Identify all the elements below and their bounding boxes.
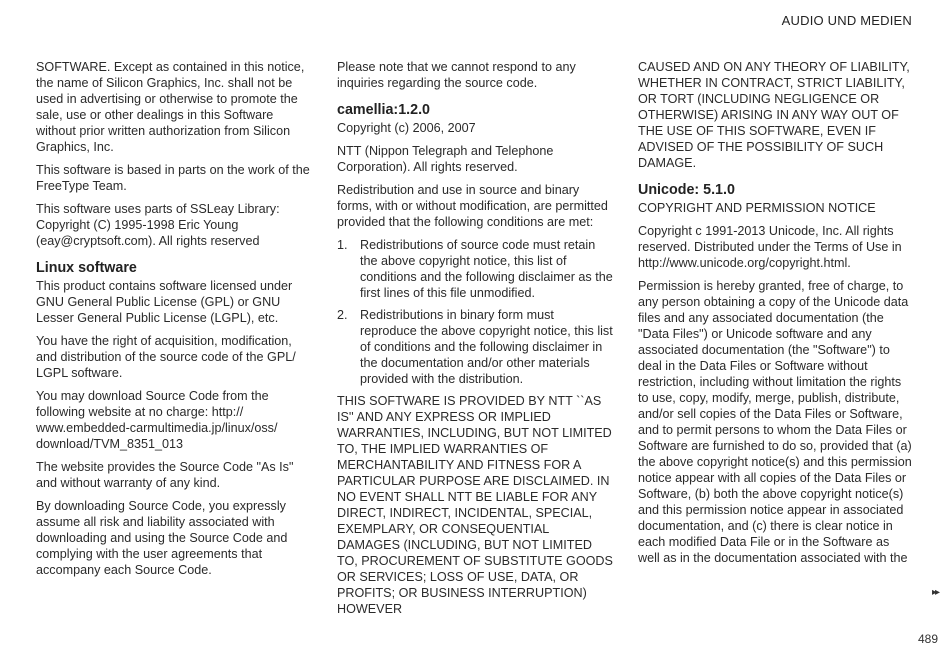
- paragraph: Permission is hereby granted, free of charge, to any person obtaining a copy of the Unicode data files and any associated documentation (the "Data Files") or Unicode software and any associated documentation (the "Software") to deal in the Data Files or Software without restriction, including without limitation the rights to use, copy, modify, merge, publish, distribute, and/or sell copies of the Data Files or Software, and to permit persons to whom the Data Files or Software are furnished to do so, provided that (a) the above copyright notice(s) and this permission notice appear with all copies of the Data Files or Software, (b) both the above copyright notice(s) and this permission notice appear in associated documentation, and (c) there is clear notice in each modified Data File or in the Software as well as in the documentation associated with the: [638, 279, 912, 565]
- copyright-line: Copyright (c) 2006, 2007: [337, 121, 476, 135]
- paragraph: This software is based in parts on the work of the FreeType Team.: [36, 163, 310, 193]
- paragraph: The website provides the Source Code "As Is" and without warranty of any kind.: [36, 460, 294, 490]
- paragraph: SOFTWARE. Except as contained in this notice, the name of Silicon Graphics, Inc. shall not be used in advertising or otherwise to promote the sale, use or other dealings in this Software without prior written authorization from Silicon Graphics, Inc.: [36, 60, 305, 154]
- disclaimer-paragraph: THIS SOFTWARE IS PROVIDED BY NTT ``AS IS'' AND ANY EXPRESS OR IMPLIED WARRANTIES, INCLUDING, BUT NOT LIMITED TO, THE IMPLIED WARRANTIES OF MERCHANTABILITY AND FITNESS FOR A PARTICULAR PURPOSE ARE DISCLAIMED. IN NO EVENT SHALL NTT BE LIABLE FOR ANY DIRECT, INDIRECT, INCIDENTAL, SPECIAL, EXEMPLARY, OR CONSEQUENTIAL DAMAGES (INCLUDING, BUT NOT LIMITED TO, PROCUREMENT OF SUBSTITUTE GOODS OR SERVICES; LOSS OF USE, DATA, OR PROFITS; OR BUSINESS INTERRUPTION) HOWEVER: [337, 394, 613, 616]
- page-number: 489: [917, 632, 938, 646]
- section-heading-linux: Linux software: [36, 260, 137, 276]
- paragraph: Please note that we cannot respond to any inquiries regarding the source code.: [337, 60, 576, 90]
- list-text: Redistributions in binary form must reproduce the above copyright notice, this list of conditions and the following disclaimer in the documentation and/or other materials provided with the distribution.: [360, 308, 613, 386]
- section-heading-unicode: Unicode: 5.1.0: [638, 182, 735, 198]
- disclaimer-paragraph: CAUSED AND ON ANY THEORY OF LIABILITY, WHETHER IN CONTRACT, STRICT LIABILITY, OR TORT (INCLUDING NEGLIGENCE OR OTHERWISE) ARISING IN ANY WAY OUT OF THE USE OF THIS SOFTWARE, EVEN IF ADVISED OF THE POSSIBILITY OF SUCH DAMAGE.: [638, 60, 910, 170]
- list-item: [337, 237, 613, 301]
- paragraph: Copyright c 1991-2013 Unicode, Inc. All rights reserved. Distributed under the Terms of Use in http://www.unicode.org/copyright.html.: [638, 224, 902, 270]
- paragraph: This product contains software licensed under GNU General Public License (GPL) or GNU Lesser General Public License (LGPL), etc.: [36, 279, 293, 325]
- subheading: COPYRIGHT AND PERMISSION NOTICE: [638, 201, 876, 215]
- list-number: 2.: [337, 308, 348, 322]
- list-item: [337, 307, 613, 387]
- section-heading-camellia: camellia:1.2.0: [337, 102, 430, 118]
- section-header: AUDIO UND MEDIEN: [781, 13, 912, 28]
- paragraph: This software uses parts of SSLeay Library: Copyright (C) 1995-1998 Eric Young (eay@cryptsoft.com). All rights reserved: [36, 202, 280, 248]
- conditions-list: [337, 237, 613, 387]
- list-text: Redistributions of source code must retain the above copyright notice, this list of conditions and the following disclaimer as the first lines of this file unmodified.: [360, 238, 613, 300]
- paragraph: You have the right of acquisition, modification, and distribution of the source code of the GPL/ LGPL software.: [36, 334, 296, 380]
- text-column-3: [638, 59, 914, 573]
- text-column-2: [337, 59, 613, 624]
- list-number: 1.: [337, 238, 348, 252]
- paragraph: Redistribution and use in source and binary forms, with or without modification, are permitted provided that the following conditions are met:: [337, 183, 608, 229]
- paragraph: You may download Source Code from the following website at no charge: http:// www.embedded-carmultimedia.jp/linux/oss/ download/TVM_8351_013: [36, 389, 278, 451]
- double-triangle-right-icon: ▸▸: [931, 587, 938, 598]
- text-column-1: [36, 59, 311, 585]
- paragraph: By downloading Source Code, you expressly assume all risk and liability associated with downloading and using the Source Code and complying with the user agreements that accompany each Source Code.: [36, 499, 288, 577]
- paragraph: NTT (Nippon Telegraph and Telephone Corporation). All rights reserved.: [337, 144, 554, 174]
